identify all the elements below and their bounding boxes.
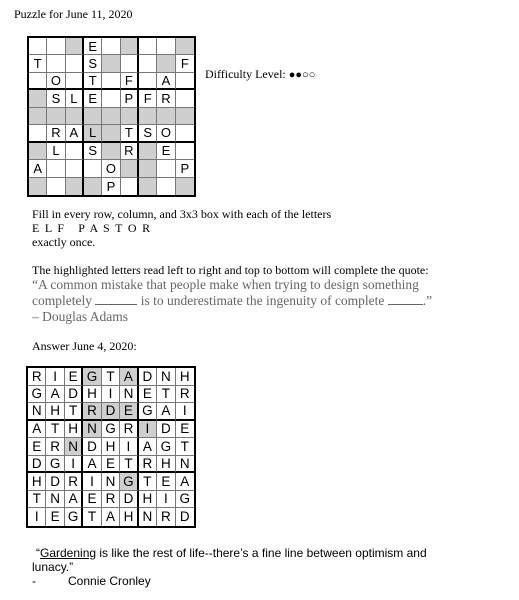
answer-cell-r7c2: D xyxy=(46,473,64,491)
footer-author: Connie Cronley xyxy=(68,574,151,588)
puzzle-cell-r3c5 xyxy=(102,73,120,90)
puzzle-cell-r7c8: E xyxy=(157,143,175,160)
puzzle-cell-r7c3 xyxy=(66,143,84,160)
puzzle-cell-r9c5: P xyxy=(102,178,120,195)
quote-intro: The highlighted letters read left to right and top to bottom will complete the quote: xyxy=(32,263,429,277)
answer-cell-r6c3: I xyxy=(65,456,83,474)
answer-cell-r2c4: H xyxy=(83,386,101,404)
puzzle-cell-r1c4: E xyxy=(84,38,102,55)
puzzle-cell-r2c9: F xyxy=(176,55,194,72)
puzzle-cell-r9c1 xyxy=(29,178,47,195)
puzzle-cell-r8c6 xyxy=(121,160,139,177)
puzzle-cell-r5c4 xyxy=(84,108,102,125)
answer-cell-r6c5: E xyxy=(102,456,120,474)
puzzle-cell-r3c4: T xyxy=(84,73,102,90)
quote-line-1: “A common mistake that people make when trying to design something xyxy=(32,277,419,292)
puzzle-cell-r5c3 xyxy=(66,108,84,125)
answer-cell-r2c6: N xyxy=(120,386,138,404)
puzzle-cell-r3c9 xyxy=(176,73,194,90)
puzzle-cell-r2c3 xyxy=(66,55,84,72)
answer-cell-r4c1: A xyxy=(28,421,46,439)
puzzle-cell-r2c6 xyxy=(121,55,139,72)
puzzle-cell-r5c5 xyxy=(102,108,120,125)
puzzle-cell-r7c9 xyxy=(176,143,194,160)
answer-cell-r6c7: R xyxy=(139,456,157,474)
quote-text-c: .” xyxy=(422,293,433,308)
answer-cell-r5c8: G xyxy=(157,438,175,456)
answer-cell-r6c1: D xyxy=(28,456,46,474)
puzzle-cell-r9c9 xyxy=(176,178,194,195)
answer-cell-r5c3: N xyxy=(65,438,83,456)
answer-cell-r4c6: R xyxy=(120,421,138,439)
puzzle-cell-r1c9 xyxy=(176,38,194,55)
puzzle-cell-r9c6 xyxy=(121,178,139,195)
puzzle-cell-r9c3 xyxy=(66,178,84,195)
answer-cell-r7c7: T xyxy=(139,473,157,491)
puzzle-cell-r7c7 xyxy=(139,143,157,160)
answer-cell-r7c9: A xyxy=(176,473,194,491)
answer-cell-r7c1: H xyxy=(28,473,46,491)
answer-cell-r1c2: I xyxy=(46,368,64,386)
footer-quote xyxy=(36,546,427,560)
puzzle-cell-r2c2 xyxy=(47,55,65,72)
answer-cell-r8c6: D xyxy=(120,491,138,509)
puzzle-cell-r8c7 xyxy=(139,160,157,177)
puzzle-cell-r8c1: A xyxy=(29,160,47,177)
puzzle-cell-r6c8: O xyxy=(157,125,175,142)
puzzle-cell-r5c8 xyxy=(157,108,175,125)
answer-cell-r5c6: I xyxy=(120,438,138,456)
puzzle-cell-r2c1: T xyxy=(29,55,47,72)
puzzle-cell-r4c4: E xyxy=(84,90,102,107)
answer-cell-r3c4: R xyxy=(83,403,101,421)
answer-cell-r4c4: N xyxy=(83,421,101,439)
puzzle-cell-r5c6 xyxy=(121,108,139,125)
answer-cell-r2c3: D xyxy=(65,386,83,404)
answer-cell-r8c5: R xyxy=(102,491,120,509)
answer-cell-r9c4: T xyxy=(83,508,101,526)
puzzle-cell-r8c8 xyxy=(157,160,175,177)
quote-blank-2 xyxy=(388,293,423,305)
puzzle-cell-r7c1 xyxy=(29,143,47,160)
puzzle-grid xyxy=(27,36,196,197)
footer-quote-line-2: lunacy.” xyxy=(32,560,74,574)
answer-cell-r5c4: D xyxy=(83,438,101,456)
answer-cell-r7c3: R xyxy=(65,473,83,491)
puzzle-cell-r9c8 xyxy=(157,178,175,195)
answer-cell-r1c4: G xyxy=(83,368,101,386)
quote-text-b: is to underestimate the ingenuity of complete xyxy=(140,293,385,308)
puzzle-cell-r9c4 xyxy=(84,178,102,195)
puzzle-cell-r8c9: P xyxy=(176,160,194,177)
answer-cell-r2c2: A xyxy=(46,386,64,404)
answer-cell-r8c1: T xyxy=(28,491,46,509)
puzzle-cell-r1c5 xyxy=(102,38,120,55)
puzzle-cell-r6c3: A xyxy=(66,125,84,142)
answer-cell-r5c2: R xyxy=(46,438,64,456)
puzzle-cell-r7c2: L xyxy=(47,143,65,160)
difficulty xyxy=(205,67,315,82)
instructions-letters: E L F P A S T O R xyxy=(32,221,152,235)
difficulty-label: Difficulty Level: xyxy=(205,67,286,81)
puzzle-cell-r5c9 xyxy=(176,108,194,125)
answer-cell-r9c2: E xyxy=(46,508,64,526)
puzzle-cell-r6c2: R xyxy=(47,125,65,142)
answer-cell-r8c7: H xyxy=(139,491,157,509)
puzzle-cell-r4c8: R xyxy=(157,90,175,107)
puzzle-cell-r6c9 xyxy=(176,125,194,142)
answer-cell-r4c3: H xyxy=(65,421,83,439)
page-title: Puzzle for June 11, 2020 xyxy=(14,7,133,21)
answer-cell-r4c2: T xyxy=(46,421,64,439)
answer-cell-r9c7: N xyxy=(139,508,157,526)
answer-cell-r7c5: N xyxy=(102,473,120,491)
instructions-line-3: exactly once. xyxy=(32,235,96,249)
puzzle-cell-r1c8 xyxy=(157,38,175,55)
answer-cell-r2c9: R xyxy=(176,386,194,404)
puzzle-cell-r3c6: F xyxy=(121,73,139,90)
answer-cell-r3c2: H xyxy=(46,403,64,421)
quote-text-a: completely xyxy=(32,293,92,308)
puzzle-cell-r3c7 xyxy=(139,73,157,90)
answer-cell-r8c9: G xyxy=(176,491,194,509)
puzzle-cell-r5c2 xyxy=(47,108,65,125)
difficulty-dots: ●●○○ xyxy=(288,69,316,81)
puzzle-cell-r8c5: O xyxy=(102,160,120,177)
answer-cell-r2c8: T xyxy=(157,386,175,404)
answer-cell-r9c3: G xyxy=(65,508,83,526)
puzzle-cell-r2c7 xyxy=(139,55,157,72)
puzzle-cell-r8c3 xyxy=(66,160,84,177)
puzzle-cell-r3c2: O xyxy=(47,73,65,90)
puzzle-cell-r1c7 xyxy=(139,38,157,55)
puzzle-cell-r2c8 xyxy=(157,55,175,72)
quote-blank-1 xyxy=(95,293,137,305)
puzzle-cell-r2c5 xyxy=(102,55,120,72)
puzzle-cell-r4c6: P xyxy=(121,90,139,107)
puzzle-cell-r6c1 xyxy=(29,125,47,142)
puzzle-cell-r8c2 xyxy=(47,160,65,177)
answer-cell-r9c6: H xyxy=(120,508,138,526)
puzzle-cell-r6c5 xyxy=(102,125,120,142)
puzzle-cell-r8c4 xyxy=(84,160,102,177)
answer-cell-r1c5: T xyxy=(102,368,120,386)
puzzle-cell-r6c6: T xyxy=(121,125,139,142)
quote-author: – Douglas Adams xyxy=(32,309,128,324)
answer-cell-r9c5: A xyxy=(102,508,120,526)
answer-cell-r8c4: E xyxy=(83,491,101,509)
puzzle-cell-r6c7: S xyxy=(139,125,157,142)
quote-line-2 xyxy=(32,293,432,309)
answer-cell-r3c6: E xyxy=(120,403,138,421)
footer-dash: - xyxy=(32,574,36,588)
answer-title: Answer June 4, 2020: xyxy=(32,339,137,353)
answer-cell-r3c7: G xyxy=(139,403,157,421)
answer-cell-r1c7: D xyxy=(139,368,157,386)
answer-cell-r1c6: A xyxy=(120,368,138,386)
puzzle-cell-r3c8: A xyxy=(157,73,175,90)
answer-cell-r3c5: D xyxy=(102,403,120,421)
puzzle-cell-r4c3: L xyxy=(66,90,84,107)
puzzle-cell-r1c2 xyxy=(47,38,65,55)
footer-quote-open: “ xyxy=(36,546,40,560)
puzzle-cell-r4c1 xyxy=(29,90,47,107)
answer-cell-r1c9: H xyxy=(176,368,194,386)
footer-quote-rest: is like the rest of life--there’s a fine line between optimism and xyxy=(96,546,427,560)
answer-cell-r6c9: N xyxy=(176,456,194,474)
puzzle-cell-r6c4: L xyxy=(84,125,102,142)
answer-cell-r2c7: E xyxy=(139,386,157,404)
answer-cell-r5c9: T xyxy=(176,438,194,456)
answer-cell-r5c7: A xyxy=(139,438,157,456)
answer-cell-r8c8: I xyxy=(157,491,175,509)
answer-cell-r6c8: H xyxy=(157,456,175,474)
answer-cell-r4c8: D xyxy=(157,421,175,439)
puzzle-cell-r7c6: R xyxy=(121,143,139,160)
puzzle-cell-r1c1 xyxy=(29,38,47,55)
puzzle-cell-r4c2: S xyxy=(47,90,65,107)
answer-cell-r7c4: I xyxy=(83,473,101,491)
answer-cell-r1c3: E xyxy=(65,368,83,386)
answer-cell-r5c5: H xyxy=(102,438,120,456)
answer-cell-r9c9: D xyxy=(179,509,190,525)
answer-cell-r4c7: I xyxy=(139,421,157,439)
answer-cell-r5c1: E xyxy=(28,438,46,456)
puzzle-cell-r1c6 xyxy=(121,38,139,55)
answer-cell-r9c1: I xyxy=(28,508,46,526)
puzzle-cell-r3c1 xyxy=(29,73,47,90)
answer-cell-r3c3: T xyxy=(65,403,83,421)
puzzle-cell-r4c5 xyxy=(102,90,120,107)
answer-grid xyxy=(26,366,196,528)
instructions-line-1: Fill in every row, column, and 3x3 box with each of the letters xyxy=(32,207,332,221)
answer-cell-r3c8: A xyxy=(157,403,175,421)
answer-cell-r1c8: N xyxy=(157,368,175,386)
puzzle-cell-r3c3 xyxy=(66,73,84,90)
answer-cell-r6c4: A xyxy=(83,456,101,474)
answer-cell-r8c3: A xyxy=(65,491,83,509)
answer-cell-r8c2: N xyxy=(46,491,64,509)
puzzle-cell-r4c7: F xyxy=(139,90,157,107)
footer-quote-underlined-word: Gardening xyxy=(40,546,97,560)
answer-cell-r2c1: G xyxy=(28,386,46,404)
puzzle-cell-r1c3 xyxy=(66,38,84,55)
answer-cell-r3c1: N xyxy=(28,403,46,421)
answer-cell-r6c6: T xyxy=(120,456,138,474)
answer-cell-r4c5: G xyxy=(102,421,120,439)
answer-cell-r2c5: I xyxy=(102,386,120,404)
puzzle-cell-r9c7 xyxy=(139,178,157,195)
puzzle-cell-r5c1 xyxy=(29,108,47,125)
puzzle-cell-r4c9 xyxy=(176,90,194,107)
answer-cell-r4c9: E xyxy=(176,421,194,439)
answer-cell-r9c8: R xyxy=(157,508,175,526)
puzzle-cell-r7c4: S xyxy=(84,143,102,160)
puzzle-cell-r5c7 xyxy=(139,108,157,125)
answer-cell-r6c2: G xyxy=(46,456,64,474)
answer-cell-r7c6: G xyxy=(120,473,138,491)
answer-cell-r3c9: I xyxy=(176,403,194,421)
answer-cell-r1c1: R xyxy=(28,368,46,386)
puzzle-cell-r7c5 xyxy=(102,143,120,160)
puzzle-cell-r2c4: S xyxy=(84,55,102,72)
puzzle-cell-r9c2 xyxy=(47,178,65,195)
answer-cell-r7c8: E xyxy=(157,473,175,491)
